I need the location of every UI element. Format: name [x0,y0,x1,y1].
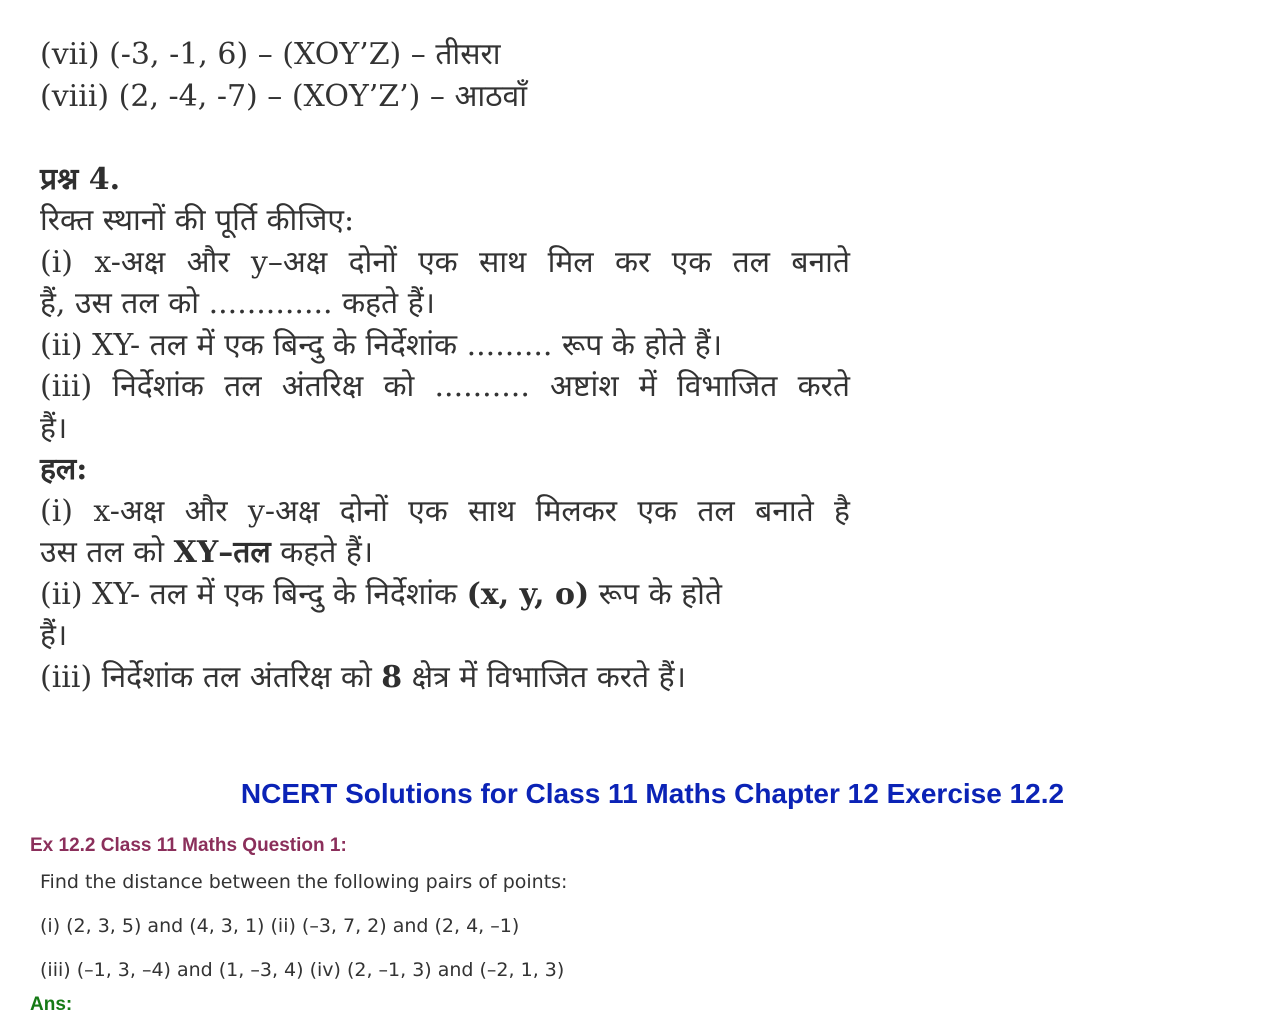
text-line: (viii) (2, -4, -7) – (XOY’Z’) – आठवाँ [40,78,528,114]
section-title: NCERT Solutions for Class 11 Maths Chapter 12 Exercise 12.2 [240,778,1065,809]
text-line: (ii) XY- तल में एक बिन्दु के निर्देशांक ......... रूप के होते हैं। [40,327,723,363]
answer-label: Ans: [30,994,73,1015]
answer-text: रूप के होते [589,576,723,612]
answer-highlight: (x, y, o) [466,576,590,612]
answer-text: कहते हैं। [270,535,374,570]
question-parts-line-2: (iii) (–1, 3, –4) and (1, –3, 4) (iv) (2, –1, 3) and (–2, 1, 3) [40,959,565,981]
blank-line [40,117,850,159]
text-line: (iii) निर्देशांक तल अंतरिक्ष को .......... अष्टांश में विभाजित करते [40,369,850,404]
answer-highlight: 8 [381,659,403,695]
text-line: (i) x-अक्ष और y-अक्ष दोनों एक साथ मिलकर एक तल बनाते है [40,493,850,529]
text-line: हैं, उस तल को ............. कहते हैं। [40,286,435,321]
answer-text: क्षेत्र में विभाजित करते हैं। [402,659,686,695]
solution-heading: हल: [40,452,88,487]
hindi-solution-image [40,34,850,698]
answer-text: उस तल को [40,535,174,570]
text-line: रिक्त स्थानों की पूर्ति कीजिए: [40,203,355,238]
question-label: Ex 12.2 Class 11 Maths Question 1: [30,835,347,856]
question-prompt: Find the distance between the following pairs of points: [40,871,568,893]
answer-text: (iii) निर्देशांक तल अंतरिक्ष को [40,659,382,695]
text-line: हैं। [40,410,68,446]
text-line: (i) x-अक्ष और y–अक्ष दोनों एक साथ मिल कर एक तल बनाते [40,244,850,280]
question-heading: प्रश्न 4. [40,161,121,197]
text-line: (vii) (-3, -1, 6) – (XOY’Z) – तीसरा [40,37,501,72]
text-line: हैं। [40,618,68,653]
answer-text: (ii) XY- तल में एक बिन्दु के निर्देशांक [40,576,467,612]
answer-line-3 [40,657,850,699]
answer-line-1 [40,532,850,574]
answer-highlight: XY–तल [173,535,271,570]
question-parts-line-1: (i) (2, 3, 5) and (4, 3, 1) (ii) (–3, 7, 2) and (2, 4, –1) [40,915,520,937]
answer-line-2 [40,574,850,616]
